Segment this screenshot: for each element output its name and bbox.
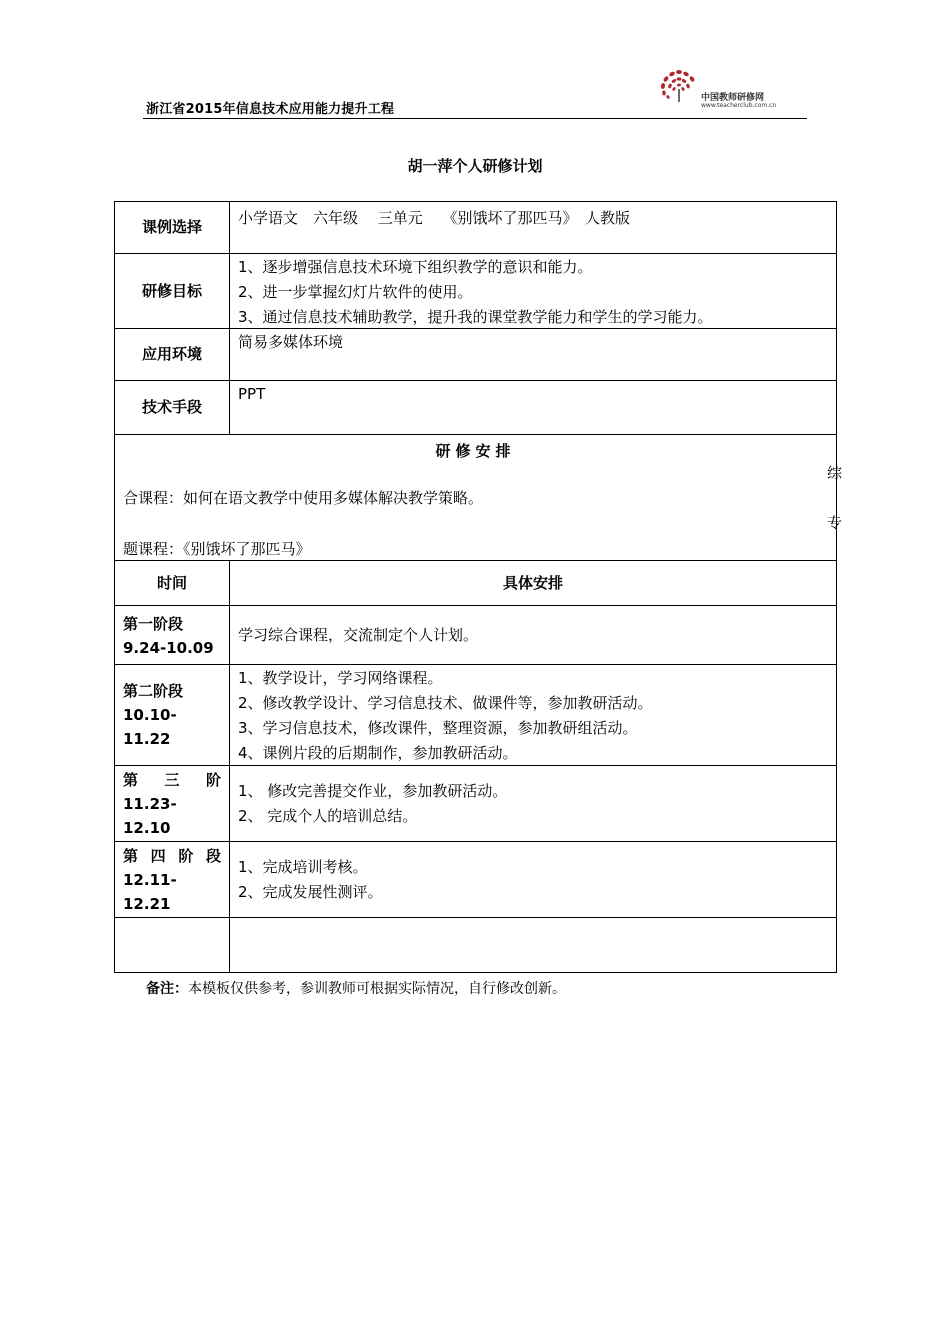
footnote-label: 备注： [146, 981, 188, 997]
stage-1-dates: 9.24-10.09 [123, 639, 214, 657]
col-header-time: 时间 [114, 560, 230, 606]
document-title: 胡一萍个人研修计划 [407, 157, 543, 175]
arrangement-heading: 研修安排 [435, 442, 516, 460]
stage-3-dates-2: 12.10 [123, 819, 171, 837]
stage-4-item-2: 2、完成发展性测评。 [238, 883, 383, 901]
goal-line-3: 3、通过信息技术辅助教学，提升我的课堂教学能力和学生的学习能力。 [238, 308, 713, 326]
teacherclub-logo [657, 68, 807, 114]
arrangement-side-char-1: 综 [827, 464, 843, 482]
stage-2-name: 第二阶段 [123, 682, 184, 700]
stage-2-dates-1: 10.10- [123, 706, 177, 724]
stage-3-detail [229, 765, 837, 842]
value-lesson-choice [229, 201, 837, 254]
empty-time-cell [114, 917, 230, 973]
stage-2-detail [229, 664, 837, 766]
stage-2-item-1: 1、教学设计，学习网络课程。 [238, 669, 443, 687]
project-title: 浙江省2015年信息技术应用能力提升工程 [146, 102, 395, 117]
stage-4-detail [229, 841, 837, 918]
arrangement-topic-line: 题课程：《别饿坏了那匹马》 [123, 540, 311, 558]
label-lesson-choice: 课例选择 [114, 201, 230, 254]
stage-3-item-2: 2、 完成个人的培训总结。 [238, 807, 418, 825]
stage-4-item-1: 1、完成培训考核。 [238, 858, 368, 876]
value-technique [229, 380, 837, 435]
stage-3-name [123, 768, 221, 792]
arrangement-section [114, 434, 837, 561]
stage-1-item-1: 学习综合课程，交流制定个人计划。 [238, 625, 479, 644]
stage-4-name [123, 844, 221, 868]
label-study-goals: 研修目标 [114, 253, 230, 329]
stage-4-name-char: 四 [150, 847, 166, 865]
stage-2-item-3: 3、学习信息技术，修改课件，整理资源，参加教研组活动。 [238, 719, 638, 737]
stage-2-dates-2: 11.22 [123, 730, 171, 748]
logo-name: 中国教师研修网 [701, 93, 765, 103]
stage-3-name-char: 三 [164, 771, 180, 789]
lesson-choice-line: 小学语文 六年级 三单元 《别饿坏了那匹马》 人教版 [238, 209, 631, 227]
label-environment: 应用环境 [114, 328, 230, 381]
stage-3-item-1: 1、 修改完善提交作业，参加教研活动。 [238, 782, 508, 800]
value-study-goals [229, 253, 837, 329]
arrangement-course-line: 合课程：如何在语文教学中使用多媒体解决教学策略。 [123, 489, 484, 507]
stage-2-item-2: 2、修改教学设计、学习信息技术、做课件等，参加教研活动。 [238, 694, 653, 712]
stage-2-cell [114, 664, 230, 766]
stage-4-dates-2: 12.21 [123, 895, 171, 913]
stage-1-detail [229, 605, 837, 665]
logo-url: www.teacherclub.com.cn [701, 102, 777, 109]
stage-4-dates-1: 12.11- [123, 871, 177, 889]
technique-line: PPT [238, 385, 266, 403]
stage-3-name-char: 第 [123, 771, 139, 789]
stage-4-name-char: 段 [205, 847, 221, 865]
header-divider [143, 118, 807, 119]
stage-3-name-char: 阶 [205, 771, 221, 789]
empty-detail-cell [229, 917, 837, 973]
logo-mark-icon [657, 68, 701, 108]
stage-3-cell [114, 765, 230, 842]
stage-3-dates-1: 11.23- [123, 795, 177, 813]
stage-2-item-4: 4、课例片段的后期制作，参加教研活动。 [238, 744, 518, 762]
col-header-detail: 具体安排 [229, 560, 837, 606]
stage-4-name-char: 阶 [178, 847, 194, 865]
goal-line-2: 2、进一步掌握幻灯片软件的使用。 [238, 283, 473, 301]
footnote [146, 978, 566, 998]
value-environment [229, 328, 837, 381]
stage-1-name: 第一阶段 [123, 615, 184, 633]
goal-line-1: 1、逐步增强信息技术环境下组织教学的意识和能力。 [238, 258, 593, 276]
stage-4-cell [114, 841, 230, 918]
label-technique: 技术手段 [114, 380, 230, 435]
environment-line: 简易多媒体环境 [238, 333, 344, 351]
arrangement-side-char-2: 专 [827, 514, 843, 532]
stage-4-name-char: 第 [123, 847, 139, 865]
footnote-text: 本模板仅供参考，参训教师可根据实际情况，自行修改创新。 [188, 981, 566, 997]
stage-1-cell [114, 605, 230, 665]
